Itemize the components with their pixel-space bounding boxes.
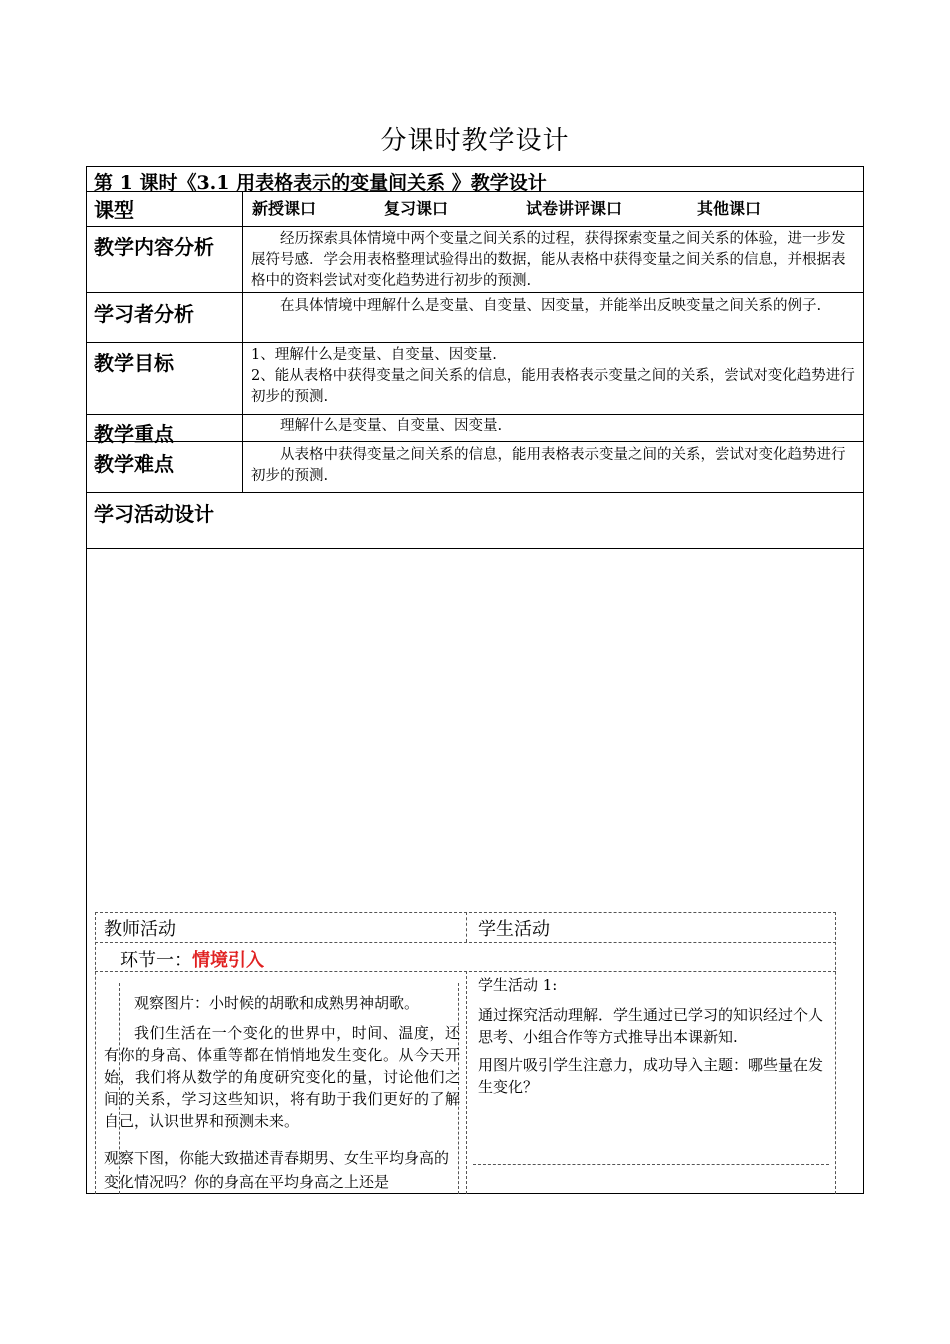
student-activity-header: 学生活动 xyxy=(478,919,550,940)
course-type-label: 课型 xyxy=(94,198,134,222)
row-divider xyxy=(86,441,864,442)
activity-divider xyxy=(95,942,836,943)
row-divider xyxy=(86,226,864,227)
page-title: 分课时教学设计 xyxy=(380,126,570,156)
lesson-title: 第 1 课时《3.1 用表格表示的变量间关系 》教学设计 xyxy=(94,172,547,194)
section-heading xyxy=(120,946,264,972)
activity-divider xyxy=(473,1164,829,1165)
content-analysis-label: 教学内容分析 xyxy=(94,235,214,259)
objective-1: 1、理解什么是变量、自变量、因变量. xyxy=(251,347,497,363)
objective-2: 2、能从表格中获得变量之间关系的信息，能用表格表示变量之间的关系，尝试对变化趋势进行初步的预测. xyxy=(251,368,855,405)
student-activity-label: 学生活动 1: xyxy=(478,976,558,994)
key-points-text: 理解什么是变量、自变量、因变量. xyxy=(280,418,503,434)
content-analysis-text: 经历探索具体情境中两个变量之间关系的过程，获得探索变量之间关系的体验，进一步发展符号感．学会用表格整理试验得出的数据，能从表格中获得变量之间关系的信息，并根据表格中的资料尝试对变化趋势进行初步的预测. xyxy=(251,231,846,289)
row-divider xyxy=(86,342,864,343)
activity-design-label: 学习活动设计 xyxy=(94,502,214,526)
section-title: 情境引入 xyxy=(192,950,264,971)
student-paragraph-1: 通过探究活动理解．学生通过已学习的知识经过个人思考、小组合作等方式推导出本课新知. xyxy=(478,1006,824,1046)
course-type-option: 试卷讲评课口 xyxy=(526,199,623,218)
key-points-label: 教学重点 xyxy=(94,422,174,446)
student-paragraph-2: 用图片吸引学生注意力，成功导入主题：哪些量在发生变化？ xyxy=(478,1056,824,1096)
learner-analysis-text: 在具体情境中理解什么是变量、自变量、因变量，并能举出反映变量之间关系的例子. xyxy=(280,298,822,314)
activity-divider xyxy=(466,912,467,942)
column-divider xyxy=(242,191,243,492)
row-divider xyxy=(86,548,864,549)
row-divider xyxy=(86,414,864,415)
activity-divider xyxy=(466,971,467,1194)
learner-analysis-label: 学习者分析 xyxy=(94,302,194,326)
course-type-option: 复习课口 xyxy=(384,199,449,218)
objectives-label: 教学目标 xyxy=(94,351,174,375)
row-divider xyxy=(86,492,864,493)
teacher-paragraph-2: 我们生活在一个变化的世界中，时间、温度，还有你的身高、体重等都在悄悄地发生变化。从今天开始，我们将从数学的角度研究变化的量，讨论他们之间的关系，学习这些知识，将有助于我们更好的了解自己，认识世界和预测未来。 xyxy=(104,1024,460,1130)
course-type-option: 其他课口 xyxy=(697,199,762,218)
row-divider xyxy=(86,292,864,293)
difficulties-label: 教学难点 xyxy=(94,452,174,476)
section-prefix: 环节一： xyxy=(120,950,192,971)
teacher-paragraph-1: 观察图片：小时候的胡歌和成熟男神胡歌。 xyxy=(134,994,420,1012)
course-type-option: 新授课口 xyxy=(252,199,317,218)
teacher-activity-header: 教师活动 xyxy=(104,919,176,940)
teacher-paragraph-3: 观察下图，你能大致描述青春期男、女生平均身高的变化情况吗？你的身高在平均身高之上还是 xyxy=(104,1149,450,1191)
difficulties-text: 从表格中获得变量之间关系的信息，能用表格表示变量之间的关系，尝试对变化趋势进行初步的预测. xyxy=(251,447,846,484)
